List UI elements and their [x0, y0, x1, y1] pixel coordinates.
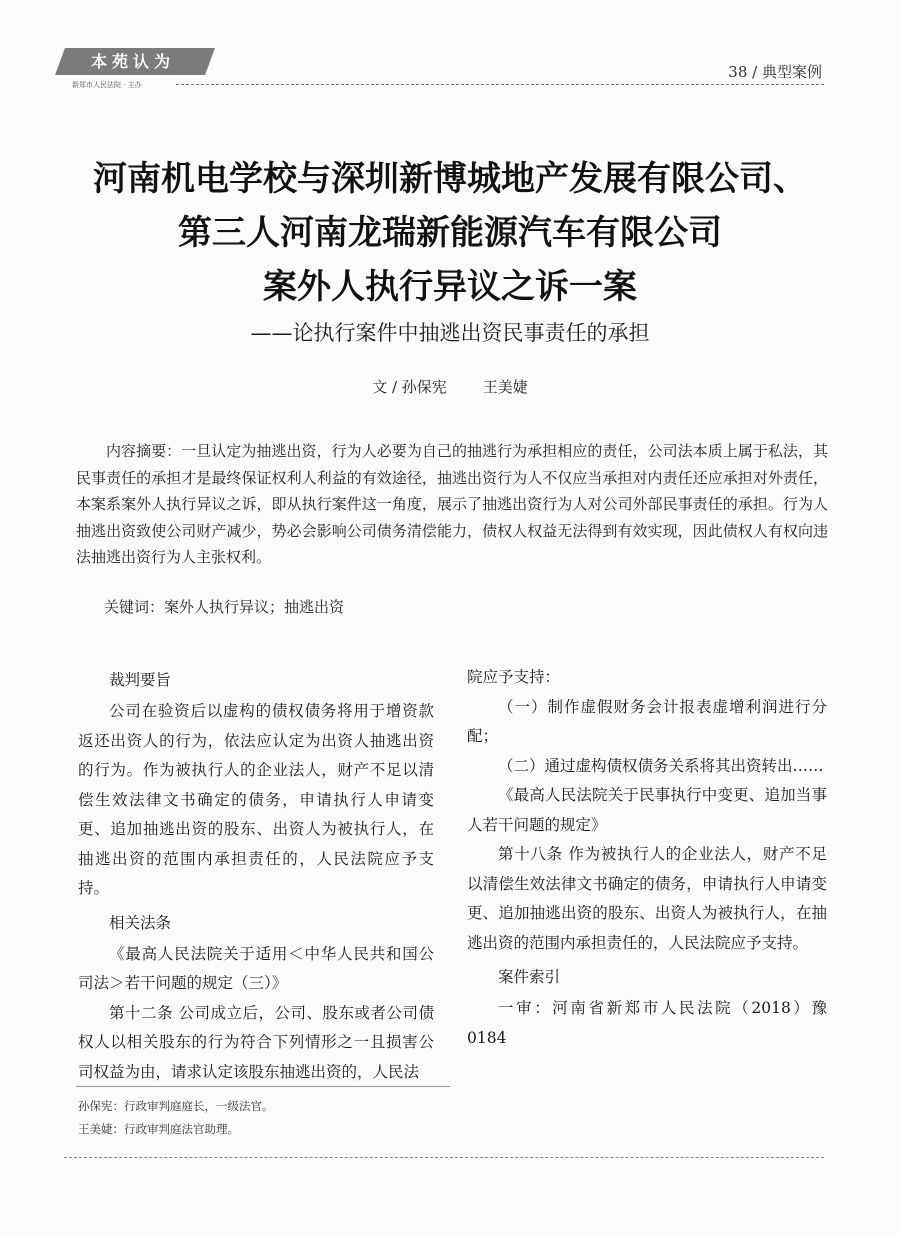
page-separator: /: [747, 63, 762, 81]
byline-author-1: 文 / 孙保宪: [372, 378, 447, 396]
article-title-line-2: 第三人河南龙瑞新能源汽车有限公司: [178, 213, 722, 253]
law-title-paragraph: 《最高人民法院关于适用＜中华人民共和国公司法＞若干问题的规定（三）》: [78, 944, 434, 992]
heading-case-index: 案件索引: [498, 968, 561, 986]
footer-divider: [64, 1157, 824, 1158]
column-title: 本苑认为: [90, 52, 175, 71]
column-subtitle: 新郑市人民法院 · 主办: [72, 81, 142, 89]
article-title-line-1: 河南机电学校与深圳新博城地产发展有限公司、: [93, 159, 807, 199]
article-title-line-3: 案外人执行异议之诉一案: [263, 267, 637, 307]
heading-judgment-gist: 裁判要旨: [109, 671, 172, 689]
continuation-paragraph: 院应予支持：: [467, 668, 561, 686]
right-column: [467, 663, 827, 1053]
left-column: [78, 663, 434, 1087]
judgment-gist-paragraph: 公司在验资后以虚构的债权债务将用于增资款返还出资人的行为，依法应认定为出资人抽逃出资的行为。作为被执行人的企业法人，财产不足以清偿生效法律文书确定的债务，申请执行人申请变更、追加抽逃出资的股东、出资人为被执行人，在抽逃出资的范围内承担责任的，人民法院应予支持。: [78, 702, 434, 897]
keywords-text: 案外人执行异议；抽逃出资: [164, 598, 345, 616]
byline: [0, 376, 900, 397]
law2-article-paragraph: 第十八条 作为被执行人的企业法人，财产不足以清偿生效法律文书确定的债务，申请执行人申请变更、追加抽逃出资的股东、出资人为被执行人，在抽逃出资的范围内承担责任的，人民法院应予支持。: [467, 845, 827, 952]
page-label: [728, 61, 822, 82]
byline-author-2: 王美婕: [482, 378, 528, 396]
footnote-author-1: 孙保宪：行政审判庭庭长，一级法官。: [78, 1099, 274, 1113]
page-number: 38: [728, 63, 748, 81]
section-name: 典型案例: [761, 63, 822, 81]
abstract-label: 内容摘要：: [106, 442, 182, 460]
heading-related-law: 相关法条: [109, 913, 172, 932]
footnote-author-2: 王美婕：行政审判庭法官助理。: [78, 1122, 239, 1136]
keywords-label: 关键词：: [104, 598, 165, 616]
case-index-paragraph: 一审：河南省新郑市人民法院（2018）豫 0184: [467, 999, 827, 1047]
law2-title-paragraph: 《最高人民法院关于民事执行中变更、追加当事人若干问题的规定》: [467, 786, 827, 834]
law-item-1: （一）制作虚假财务会计报表虚增利润进行分配；: [467, 697, 827, 745]
header-divider: [176, 84, 824, 85]
abstract-text: 一旦认定为抽逃出资，行为人必要为自己的抽逃行为承担相应的责任，公司法本质上属于私法，其民事责任的承担才是最终保证权利人利益的有效途径，抽逃出资行为人不仅应当承担对内责任还应承担对外责任，本案系案外人执行异议之诉，即从执行案件这一角度，展示了抽逃出资行为人对公司外部民事责任的承担。行为人抽逃出资致使公司财产减少，势必会影响公司债务清偿能力，债权人权益无法得到有效实现，因此债权人有权向违法抽逃出资行为人主张权利。: [76, 442, 828, 566]
keywords: [104, 596, 344, 617]
law-item-2: （二）通过虚构债权债务关系将其出资转出……: [498, 756, 824, 775]
article-subtitle: ——论执行案件中抽逃出资民事责任的承担: [250, 321, 650, 345]
abstract: [76, 438, 828, 571]
footnote-divider: [76, 1086, 450, 1087]
law-article-paragraph: 第十二条 公司成立后，公司、股东或者公司债权人以相关股东的行为符合下列情形之一且损害公司权益为由，请求认定该股东抽逃出资的，人民法: [78, 1003, 434, 1081]
page-header: [0, 0, 900, 100]
